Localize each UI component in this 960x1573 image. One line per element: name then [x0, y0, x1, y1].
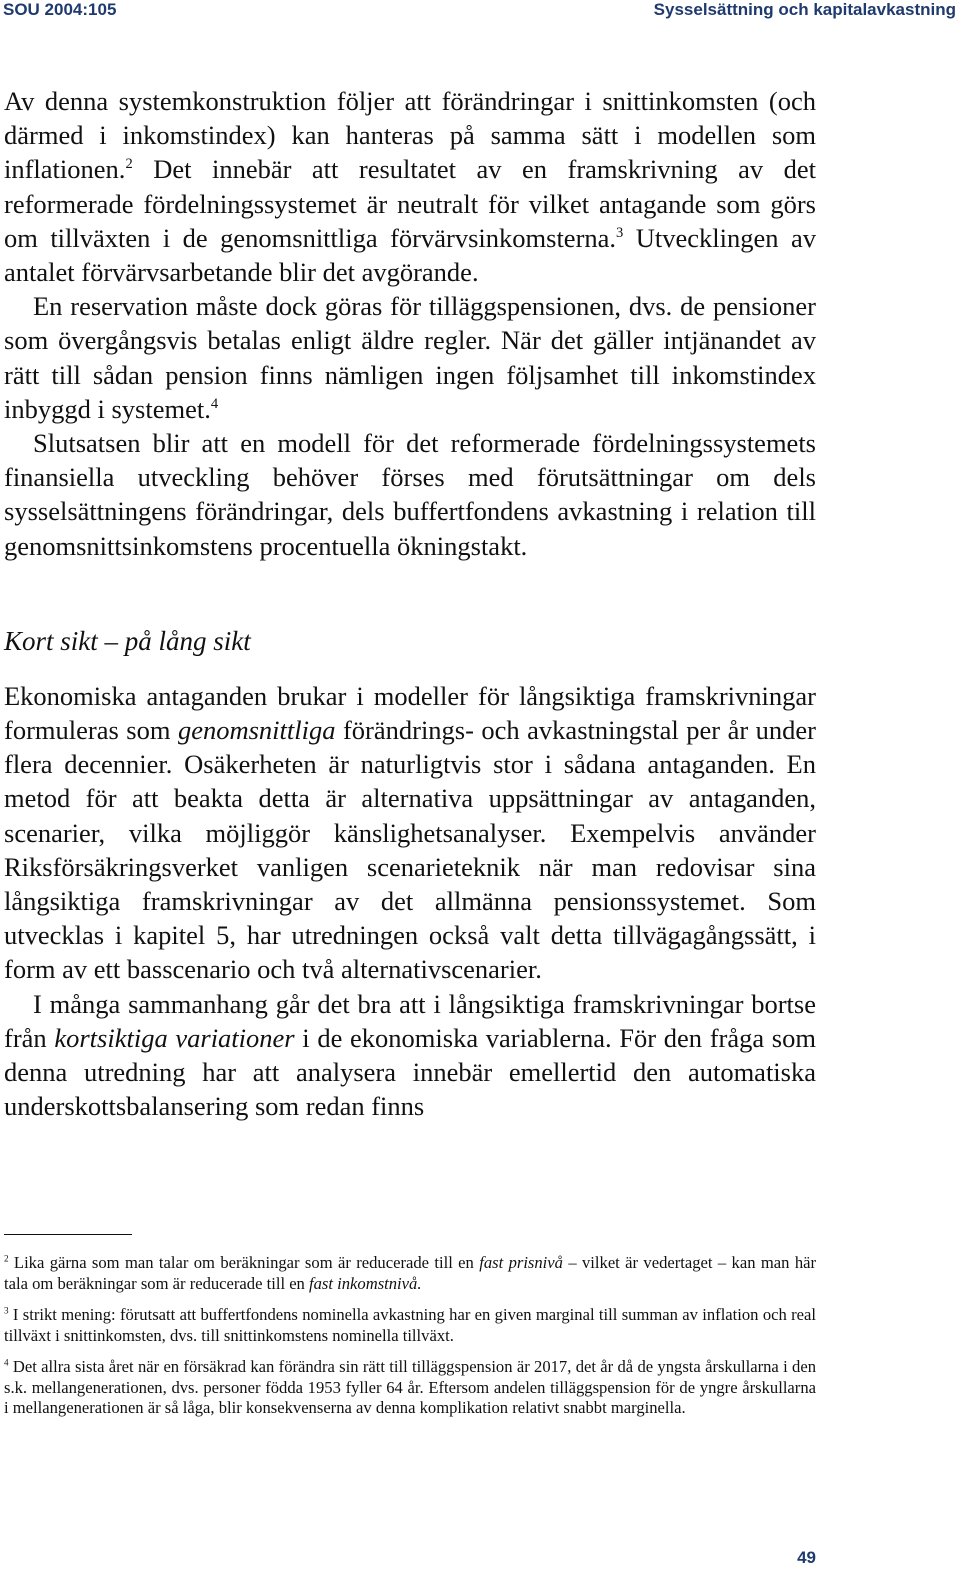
emphasis: kortsiktiga variationer — [54, 1022, 295, 1053]
emphasis: genomsnittliga — [177, 715, 336, 746]
footnote-ref[interactable]: 2 — [125, 156, 133, 173]
paragraph-text: i de ekonomiska variablerna. För den fråga som denna utredning har att analysera innebär emellertid den automatiska underskottsbalansering som redan finns — [4, 1022, 816, 1122]
section-gap — [4, 563, 816, 624]
paragraph — [4, 84, 816, 289]
paragraph-text: I många sammanhang går det bra att i långsiktiga framskrivningar bortse från — [4, 988, 816, 1053]
footnote-ref[interactable]: 3 — [616, 224, 624, 241]
paragraph-text: förändrings- och avkastningstal per år under flera decennier. Osäkerheten är naturligtvis stor i sådana antaganden. En metod för att beakta detta är alternativa uppsättningar av antaganden, scenarier, vilka möjliggör känslighetsanalyser. Exempelvis använder Riksförsäkringsverket vanligen scenarieteknik när man redovisar sina långsiktiga framskrivningar av det allmänna pensionssystemet. Som utvecklas i kapitel 5, har utredningen också valt detta tillvägagångssätt, i form av ett basscenario och två alternativscenarier. — [4, 715, 816, 985]
heading-gap — [4, 658, 816, 679]
paragraph-text: En reservation måste dock göras för tilläggspensionen, dvs. de pensioner som övergångsvis betalas enligt äldre regler. När det gäller intjänandet av rätt till sådan pension finns nämligen ingen följsamhet till inkomstindex inbyggd i systemet. — [4, 291, 816, 424]
footnote-text: Lika gärna som man talar om beräkningar som är reducerade till en — [8, 1253, 480, 1272]
paragraph-text: Av denna systemkonstruktion följer att förändringar i snittinkomsten (och därmed i inkomstindex) kan hanteras på samma sätt i modellen som inflationen. — [4, 86, 816, 185]
paragraph — [4, 289, 816, 426]
footnote — [4, 1305, 816, 1347]
footnote-divider — [4, 1234, 132, 1235]
footnote-text: – vilket är vedertaget – kan man här tala om beräkningar som är reducerade till en — [4, 1253, 817, 1293]
footnote-number: 2 — [4, 1253, 9, 1264]
footnote-ref[interactable]: 4 — [210, 396, 219, 412]
footnote — [4, 1357, 816, 1420]
footnote-number: 4 — [4, 1357, 9, 1368]
paragraph: Slutsatsen blir att en modell för det reformerade fördelningssystemets finansiella utveckling behöver förses med förutsättningar om dels sysselsättningens förändringar, dels buffertfondens avkastning i relation till genomsnittsinkomstens procentuella ökningstakt. — [4, 428, 816, 561]
paragraph-text: Det innebär att resultatet av en framskrivning av det reformerade fördelningssystemet är neutralt för vilket antagande som görs om tillväxten i de genomsnittliga förvärvsinkomsterna. — [4, 154, 816, 253]
chapter-title: Sysselsättning och kapitalavkastning — [653, 0, 956, 19]
report-id: SOU 2004:105 — [3, 0, 117, 19]
footnotes — [4, 1253, 816, 1429]
footnote-text: Det allra sista året när en försäkrad kan förändra sin rätt till tilläggspension är 2017, det år då de yngsta årskullarna i den s.k. mellangenerationen, dvs. personer födda 1953 fyller 64 år. Eftersom andelen tilläggspension för de yngre årskullarna i mellangenerationen är så låga, blir konsekvenserna av denna komplikation relativt snabbt marginella. — [4, 1356, 816, 1418]
paragraph-text: Utvecklingen av antalet förvärvsarbetande blir det avgörande. — [4, 222, 816, 288]
footnote — [4, 1253, 816, 1295]
footnote-number: 3 — [4, 1305, 9, 1316]
paragraph — [4, 679, 816, 987]
section-heading: Kort sikt – på lång sikt — [4, 625, 251, 656]
footnote-text: I strikt mening: förutsatt att buffertfondens nominella avkastning har en given marginal till summan av inflation och real tillväxt i snittinkomsten, dvs. till snittinkomstens nominella tillväxt. — [4, 1304, 816, 1345]
emphasis: fast prisnivå — [479, 1253, 563, 1272]
page-number: 49 — [797, 1548, 816, 1567]
emphasis: fast inkomstnivå. — [309, 1273, 422, 1293]
body-text — [4, 84, 816, 1123]
paragraph — [4, 987, 816, 1124]
paragraph-text: Ekonomiska antaganden brukar i modeller för långsiktiga framskrivningar formuleras som — [4, 680, 816, 746]
page-header — [0, 0, 960, 22]
